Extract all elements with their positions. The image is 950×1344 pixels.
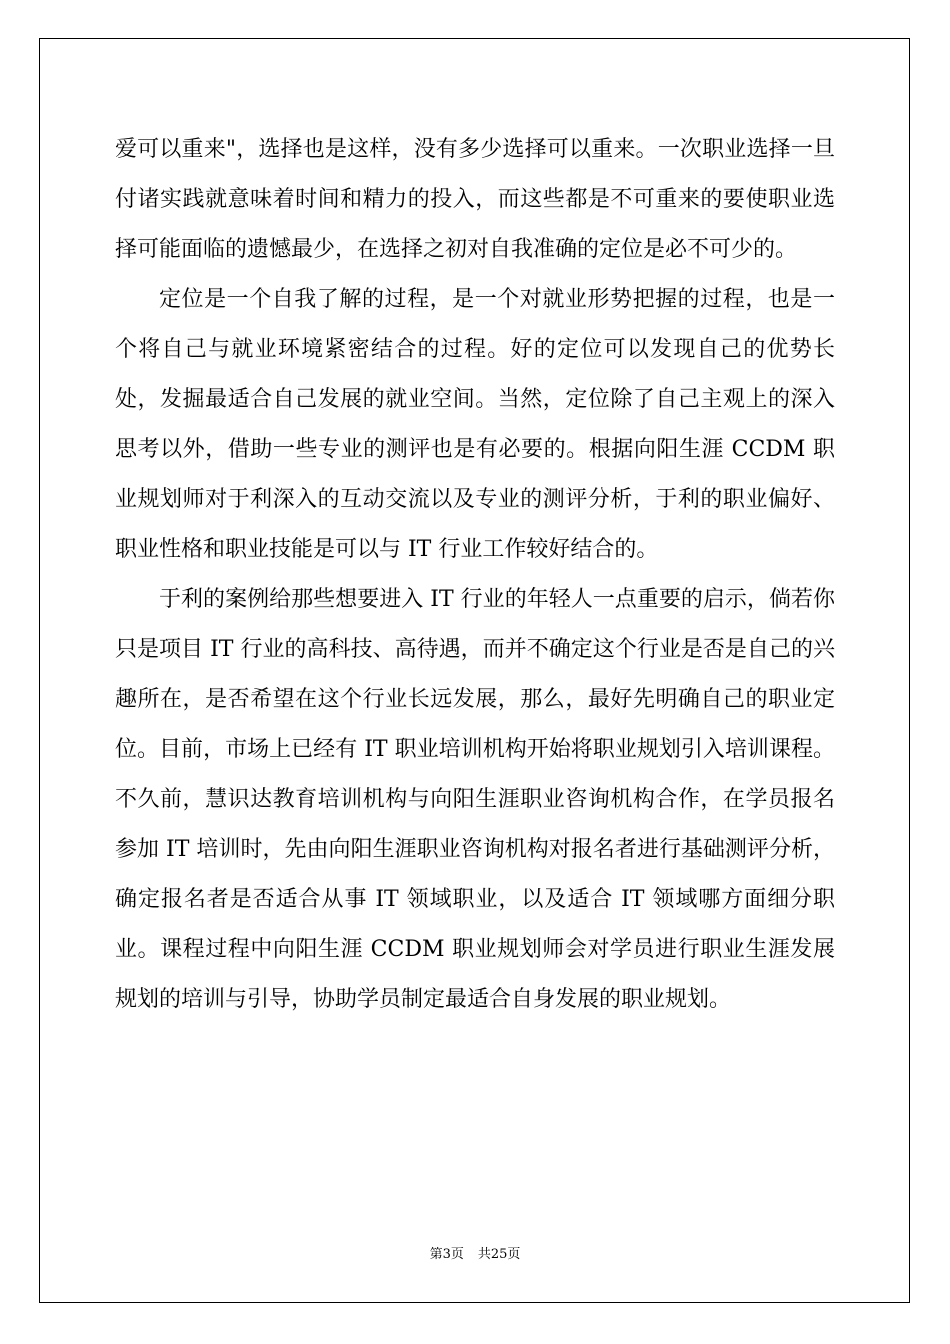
- total-pages: 共25页: [477, 1247, 521, 1262]
- paragraph-2: 定位是一个自我了解的过程，是一个对就业形势把握的过程，也是一个将自己与就业环境紧密结合的过程。好的定位可以发现自己的优势长处，发掘最适合自己发展的就业空间。当然，定位除了自己主观上的深入思考以外，借助一些专业的测评也是有必要的。根据向阳生涯 CCDM 职业规划师对于利深入的互动交流以及专业的测评分析，于利的职业偏好、职业性格和职业技能是可以与 IT 行业工作较好结合的。: [115, 287, 835, 562]
- page-footer: [0, 1243, 950, 1262]
- document-body: [115, 125, 835, 1025]
- current-page-number: 第3页: [429, 1247, 464, 1262]
- paragraph-3: 于利的案例给那些想要进入 IT 行业的年轻人一点重要的启示，倘若你只是项目 IT 行业的高科技、高待遇，而并不确定这个行业是否是自己的兴趣所在，是否希望在这个行业长远发展，那么，最好先明确自己的职业定位。目前，市场上已经有 IT 职业培训机构开始将职业规划引入培训课程。不久前，慧识达教育培训机构与向阳生涯职业咨询机构合作，在学员报名参加 IT 培训时，先由向阳生涯职业咨询机构对报名者进行基础测评分析，确定报名者是否适合从事 IT 领域职业，以及适合 IT 领域哪方面细分职业。课程过程中向阳生涯 CCDM 职业规划师会对学员进行职业生涯发展规划的培训与引导，协助学员制定最适合自身发展的职业规划。: [115, 587, 835, 1012]
- paragraph-1: 爱可以重来"，选择也是这样，没有多少选择可以重来。一次职业选择一旦付诸实践就意味着时间和精力的投入，而这些都是不可重来的要使职业选择可能面临的遗憾最少，在选择之初对自我准确的定位是必不可少的。: [115, 137, 835, 262]
